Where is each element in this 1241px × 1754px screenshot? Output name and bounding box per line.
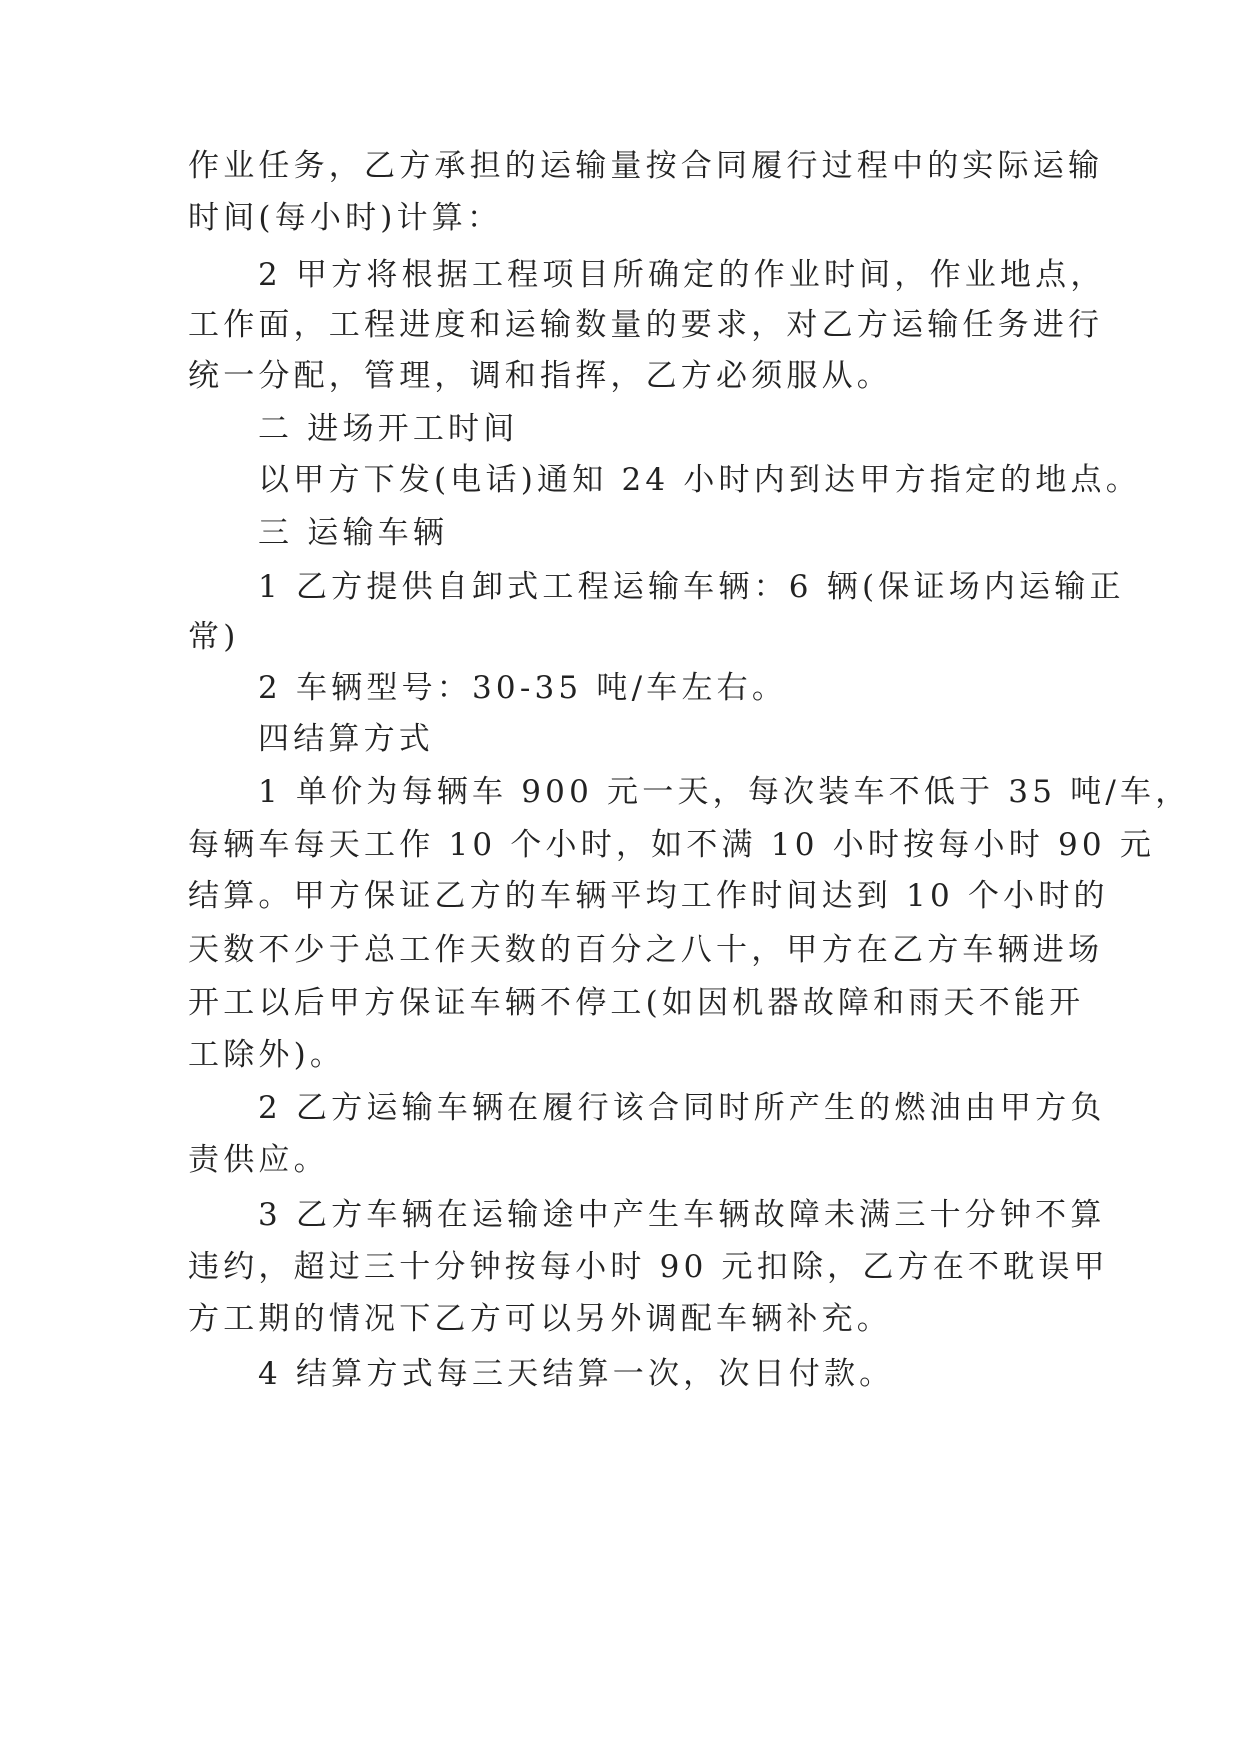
text-line: 工作面，工程进度和运输数量的要求，对乙方运输任务进行	[188, 307, 1104, 343]
text-line: 每辆车每天工作 10 个小时，如不满 10 小时按每小时 90 元	[188, 827, 1156, 863]
text-line: 工除外)。	[188, 1037, 346, 1073]
text-line: 4 结算方式每三天结算一次，次日付款。	[258, 1356, 895, 1392]
text-line: 天数不少于总工作天数的百分之八十，甲方在乙方车辆进场	[188, 932, 1104, 968]
text-line: 方工期的情况下乙方可以另外调配车辆补充。	[188, 1301, 892, 1337]
text-line: 1 单价为每辆车 900 元一天，每次装车不低于 35 吨/车，	[258, 774, 1191, 810]
text-line: 2 甲方将根据工程项目所确定的作业时间，作业地点，	[258, 257, 1106, 293]
text-line: 2 乙方运输车辆在履行该合同时所产生的燃油由甲方负	[258, 1090, 1106, 1126]
text-line: 开工以后甲方保证车辆不停工(如因机器故障和雨天不能开	[188, 985, 1085, 1021]
text-line: 2 车辆型号：30-35 吨/车左右。	[258, 670, 788, 706]
text-line: 以甲方下发(电话)通知 24 小时内到达甲方指定的地点。	[258, 462, 1141, 498]
text-line: 1 乙方提供自卸式工程运输车辆：6 辆(保证场内运输正	[258, 569, 1125, 605]
text-line: 统一分配，管理，调和指挥，乙方必须服从。	[188, 358, 892, 394]
text-line: 结算。甲方保证乙方的车辆平均工作时间达到 10 个小时的	[188, 878, 1109, 914]
section-heading: 三 运输车辆	[258, 515, 449, 551]
text-line: 时间(每小时)计算：	[188, 200, 503, 236]
text-line: 3 乙方车辆在运输途中产生车辆故障未满三十分钟不算	[258, 1197, 1106, 1233]
section-heading: 二 进场开工时间	[258, 411, 519, 447]
text-line: 违约，超过三十分钟按每小时 90 元扣除，乙方在不耽误甲	[188, 1249, 1109, 1285]
text-line: 常)	[188, 619, 240, 655]
text-line: 作业任务，乙方承担的运输量按合同履行过程中的实际运输	[188, 148, 1104, 184]
section-heading: 四结算方式	[258, 721, 434, 757]
text-line: 责供应。	[188, 1142, 329, 1178]
